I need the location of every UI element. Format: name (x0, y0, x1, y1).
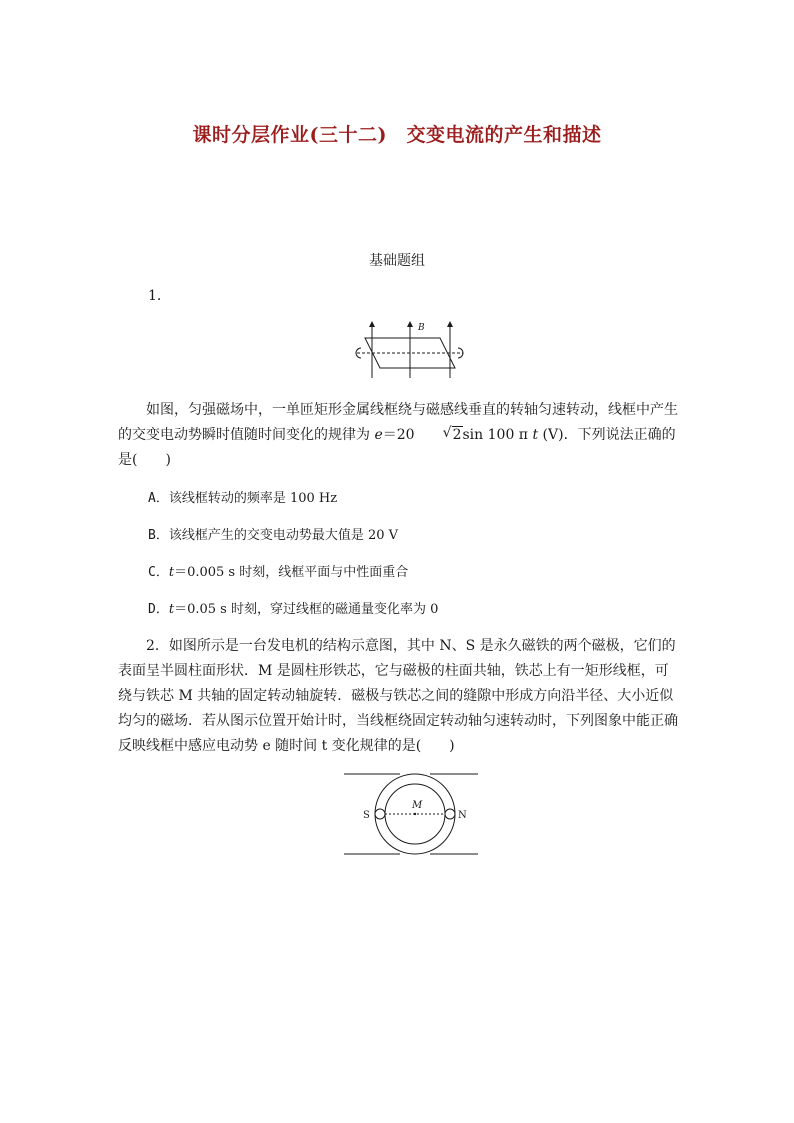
label-m: M (412, 800, 423, 811)
question-2-stem: 2．如图所示是一台发电机的结构示意图，其中 N、S 是永久磁铁的两个磁极，它们的表面呈半圆柱面形状．M 是圆柱形铁芯，它与磁极的柱面共轴，铁芯上有一矩形线框，可绕与铁芯 M 共轴的固定转动轴旋转．磁极与铁芯之间的缝隙中形成方向沿半径、大小近似均匀的磁场．若从图示位置开始计时，当线框绕固定转动轴匀速转动时，下列图象中能正确反映线框中感应电动势 e 随时间 t 变化规律的是( ) (118, 638, 678, 754)
label-s: S (363, 810, 370, 821)
question-1-stem: 如图，匀强磁场中，一单匝矩形金属线框绕与磁感线垂直的转轴匀速转动，线框中产生的交变电动势瞬时值随时间变化的规律为 e＝20 √ 2sin 100 π t (V)．下列说法正确的是( ) (118, 402, 678, 468)
coil-side-left (375, 809, 385, 819)
question-1-number: 1. (148, 288, 162, 304)
question-2-figure (340, 770, 490, 860)
question-1-figure (355, 318, 465, 380)
axis-point (414, 813, 416, 815)
coil-side-right (445, 809, 455, 819)
option-a[interactable]: A．该线框转动的频率是 100 Hz (148, 491, 338, 506)
label-n: N (458, 810, 467, 821)
field-label: B (418, 323, 425, 333)
section-heading: 基础题组 (369, 253, 425, 269)
option-c[interactable]: C．t＝0.005 s 时刻，线框平面与中性面重合 (148, 565, 409, 580)
option-d[interactable]: D．t＝0.05 s 时刻，穿过线框的磁通量变化率为 0 (148, 602, 439, 617)
option-b[interactable]: B．该线框产生的交变电动势最大值是 20 V (148, 528, 399, 543)
page-title: 课时分层作业(三十二) 交变电流的产生和描述 (192, 124, 602, 146)
